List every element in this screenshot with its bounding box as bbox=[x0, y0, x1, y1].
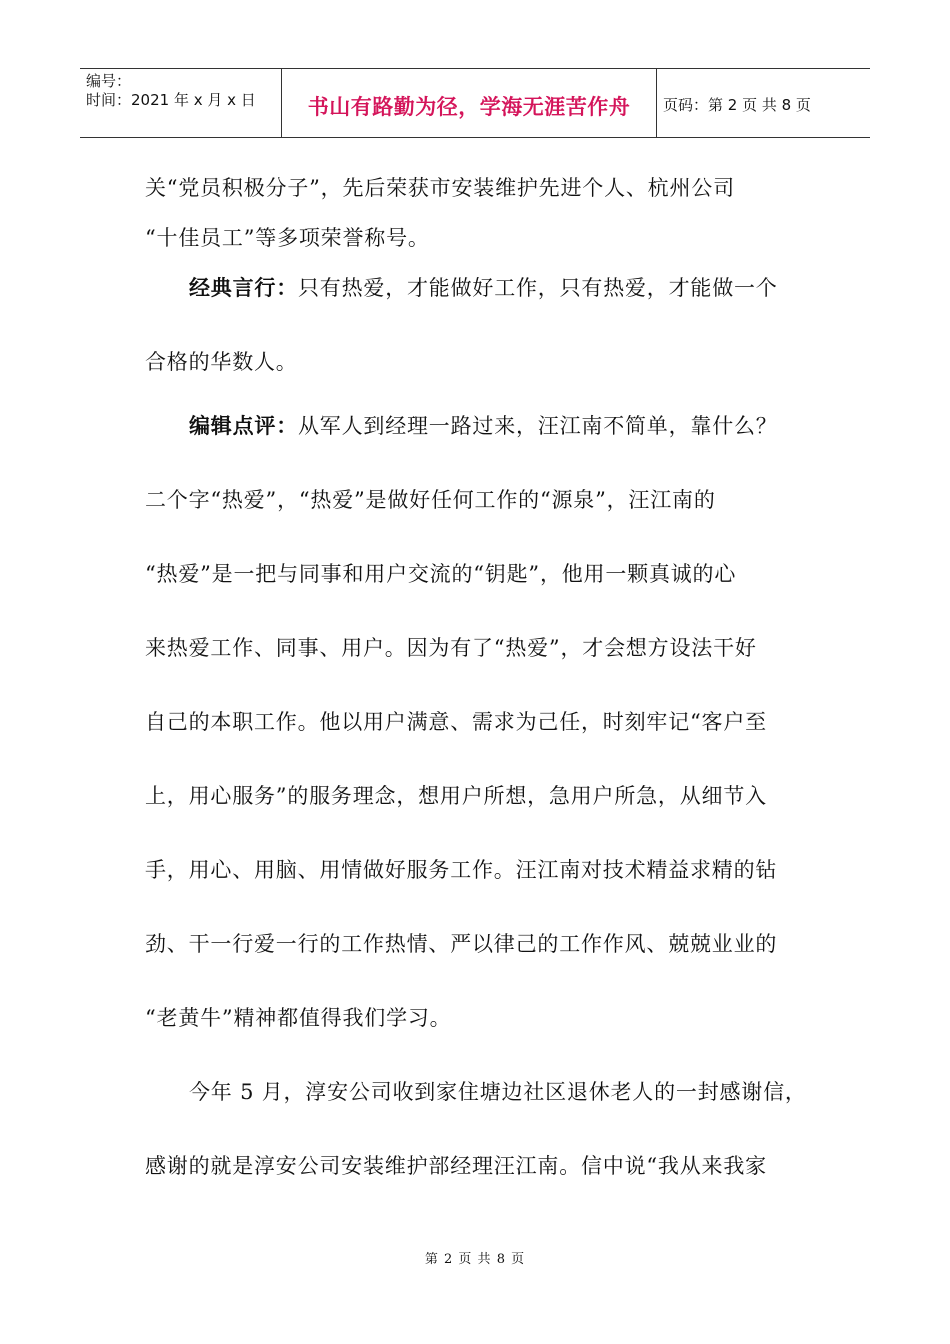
body-line: 二个字“热爱”，“热爱”是做好任何工作的“源泉”，汪江南的 bbox=[145, 488, 716, 512]
body-line: 手，用心、用脑、用情做好服务工作。汪江南对技术精益求精的钻 bbox=[145, 858, 778, 882]
page-info-text: 页码：第 2 页 共 8 页 bbox=[663, 95, 811, 114]
header-meta bbox=[80, 69, 282, 137]
body-line: 自己的本职工作。他以用户满意、需求为己任，时刻牢记“客户至 bbox=[145, 710, 767, 734]
header-motto-cell bbox=[282, 69, 657, 137]
quote-paragraph bbox=[189, 272, 778, 302]
header-page-info bbox=[657, 69, 870, 137]
document-header bbox=[80, 68, 870, 138]
body-line: 关“党员积极分子”，先后荣获市安装维护先进个人、杭州公司 bbox=[145, 176, 735, 200]
page-footer: 第 2 页 共 8 页 bbox=[424, 1252, 526, 1267]
date-label: 时间：2021 年 x 月 x 日 bbox=[86, 91, 256, 109]
number-label: 编号： bbox=[86, 72, 132, 90]
quote-label: 经典言行： bbox=[189, 275, 298, 300]
body-line: 上，用心服务”的服务理念，想用户所想，急用户所急，从细节入 bbox=[145, 784, 767, 808]
body-line: “十佳员工”等多项荣誉称号。 bbox=[145, 226, 430, 250]
body-line: 劲、干一行爱一行的工作热情、严以律己的工作作风、兢兢业业的 bbox=[145, 932, 778, 956]
body-line: 合格的华数人。 bbox=[145, 350, 298, 374]
quote-text: 只有热爱，才能做好工作，只有热爱，才能做一个 bbox=[298, 276, 778, 300]
motto-text: 书山有路勤为径，学海无涯苦作舟 bbox=[307, 95, 631, 119]
body-line: “老黄牛”精神都值得我们学习。 bbox=[145, 1006, 452, 1030]
comment-text: 从军人到经理一路过来，汪江南不简单，靠什么？ bbox=[298, 414, 778, 438]
comment-label: 编辑点评： bbox=[189, 413, 298, 438]
body-line: 感谢的就是淳安公司安装维护部经理汪江南。信中说“我从来我家 bbox=[145, 1154, 767, 1178]
body-line: “热爱”是一把与同事和用户交流的“钥匙”，他用一颗真诚的心 bbox=[145, 562, 737, 586]
body-line: 今年 5 月，淳安公司收到家住塘边社区退休老人的一封感谢信， bbox=[189, 1080, 807, 1104]
comment-paragraph bbox=[189, 410, 778, 440]
body-line: 来热爱工作、同事、用户。因为有了“热爱”，才会想方设法干好 bbox=[145, 636, 757, 660]
